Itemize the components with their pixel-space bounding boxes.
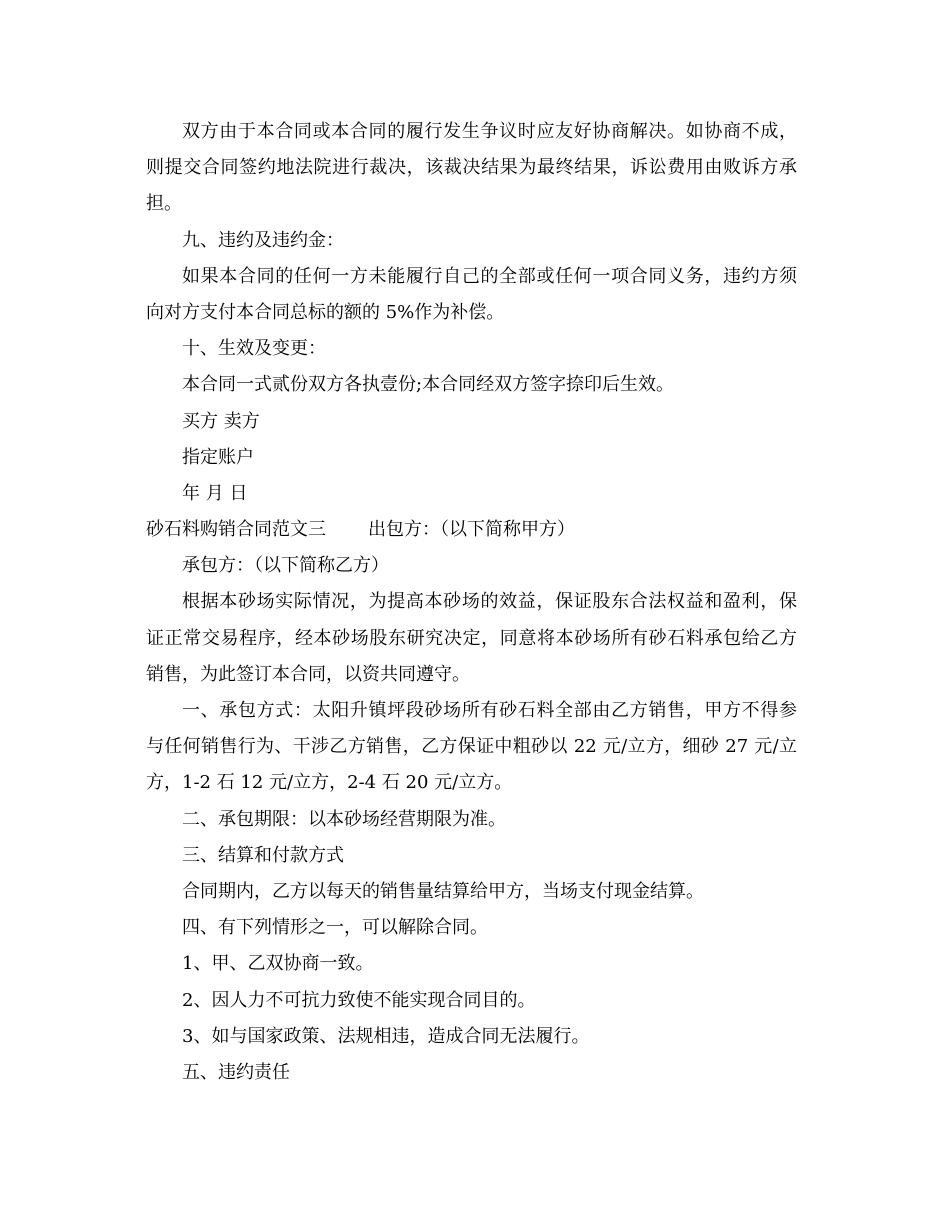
article10-text: 本合同一式贰份双方各执壹份;本合同经双方签字捺印后生效。 <box>182 374 675 396</box>
preamble-paragraph <box>146 584 797 693</box>
list-item: 1、甲、乙双协商一致。 <box>182 953 374 975</box>
paragraph-line: 根据本砂场实际情况，为提高本砂场的效益，保证股东合法权益和盈利，保 <box>182 591 797 613</box>
contracting-party: 承包方：（以下简称乙方） <box>182 555 389 577</box>
sample-three-title: 砂石料购销合同范文三 <box>146 519 326 541</box>
designated-account: 指定账户 <box>182 446 254 468</box>
article5-heading: 五、违约责任 <box>182 1061 290 1083</box>
paragraph-line: 双方由于本合同或本合同的履行发生争议时应友好协商解决。如协商不成， <box>182 121 797 142</box>
article4-list <box>146 946 797 1055</box>
article9-paragraph <box>146 259 797 331</box>
article2-text: 二、承包期限：以本砂场经营期限为准。 <box>182 808 506 830</box>
article9-heading: 九、违约及违约金： <box>182 229 344 251</box>
issuing-party: 出包方：（以下简称甲方） <box>368 519 575 541</box>
paragraph-line: 销售，为此签订本合同，以资共同遵守。 <box>146 663 470 685</box>
list-item: 3、如与国家政策、法规相违，造成合同无法履行。 <box>182 1025 590 1047</box>
paragraph-line: 向对方支付本合同总标的额的 5%作为补偿。 <box>146 301 505 323</box>
paragraph-line: 一、承包方式：太阳升镇坪段砂场所有砂石料全部由乙方销售，甲方不得参 <box>182 700 797 721</box>
paragraph-line: 方，1-2 石 12 元/立方，2-4 石 20 元/立方。 <box>146 772 513 794</box>
article10-heading: 十、生效及变更： <box>182 338 326 360</box>
list-item: 2、因人力不可抗力致使不能实现合同目的。 <box>182 989 536 1011</box>
paragraph-line: 如果本合同的任何一方未能履行自己的全部或任何一项合同义务，违约方须 <box>182 265 797 287</box>
document-page <box>146 114 797 1091</box>
paragraph-line: 与任何销售行为、干涉乙方销售，乙方保证中粗砂以 22 元/立方，细砂 27 元/立 <box>146 736 797 758</box>
dispute-resolution-paragraph <box>146 114 797 223</box>
article3-heading: 三、结算和付款方式 <box>182 844 344 866</box>
article3-text: 合同期内，乙方以每天的销售量结算给甲方，当场支付现金结算。 <box>182 880 704 902</box>
paragraph-line: 担。 <box>146 193 182 215</box>
date-line: 年 月 日 <box>182 482 248 504</box>
signature-parties: 买方 卖方 <box>182 410 260 432</box>
paragraph-line: 则提交合同签约地法院进行裁决，该裁决结果为最终结果，诉讼费用由败诉方承 <box>146 157 797 179</box>
sample-three-title-line <box>146 512 797 548</box>
article4-heading: 四、有下列情形之一，可以解除合同。 <box>182 917 488 939</box>
paragraph-line: 证正常交易程序，经本砂场股东研究决定，同意将本砂场所有砂石料承包给乙方 <box>146 627 797 649</box>
article1-paragraph <box>146 693 797 802</box>
